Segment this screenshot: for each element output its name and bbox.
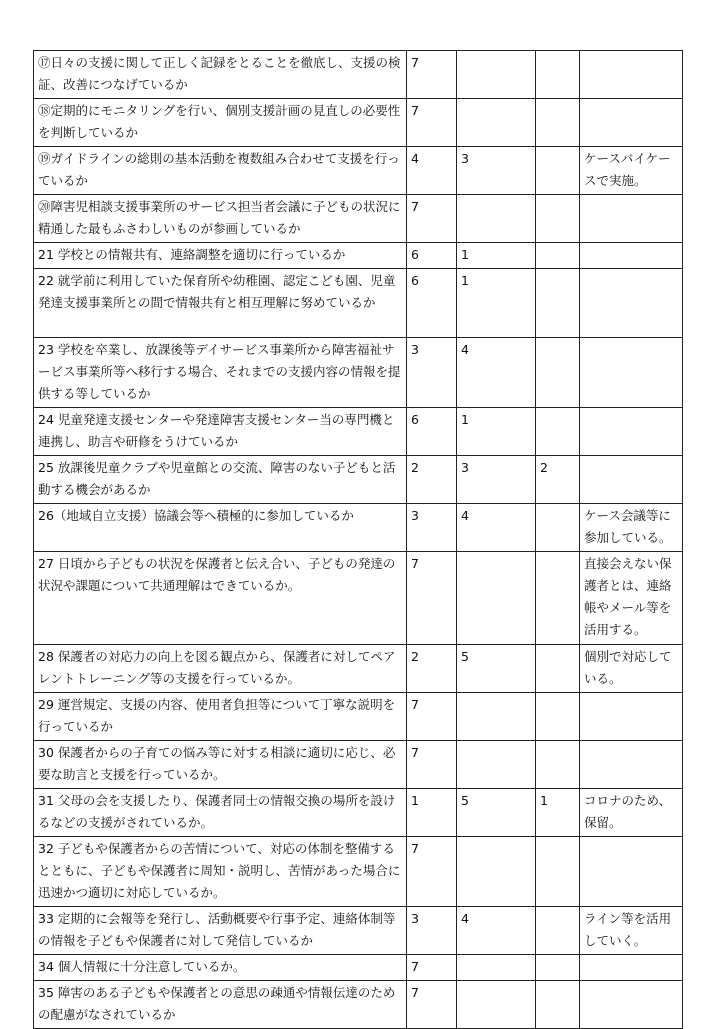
count-col1-cell: 3 <box>407 907 457 955</box>
note-cell: ライン等を活用していく。 <box>580 907 683 955</box>
evaluation-table-body <box>34 51 683 1029</box>
question-cell: 22 就学前に利用していた保育所や幼稚園、認定こども園、児童発達支援事業所との間で情報共有と相互理解に努めているか <box>34 269 407 338</box>
table-row <box>34 837 683 907</box>
count-col1-cell: 7 <box>407 51 457 99</box>
count-col2-cell <box>457 693 536 741</box>
count-col1-cell: 4 <box>407 147 457 195</box>
question-cell: ⑲ガイドラインの総則の基本活動を複数組み合わせて支援を行っているか <box>34 147 407 195</box>
question-cell: ⑳障害児相談支援事業所のサービス担当者会議に子どもの状況に精通した最もふさわしいものが参画しているか <box>34 195 407 243</box>
count-col1-cell: 6 <box>407 269 457 338</box>
count-col3-cell <box>536 955 580 981</box>
table-row <box>34 981 683 1029</box>
count-col1-cell: 2 <box>407 645 457 693</box>
count-col2-cell: 1 <box>457 269 536 338</box>
count-col1-cell: 7 <box>407 99 457 147</box>
question-cell: 30 保護者からの子育ての悩み等に対する相談に適切に応じ、必要な助言と支援を行っているか。 <box>34 741 407 789</box>
table-row <box>34 741 683 789</box>
count-col1-cell: 2 <box>407 456 457 504</box>
count-col1-cell: 1 <box>407 789 457 837</box>
count-col3-cell <box>536 741 580 789</box>
count-col3-cell <box>536 269 580 338</box>
count-col3-cell: 1 <box>536 789 580 837</box>
count-col2-cell: 1 <box>457 243 536 269</box>
count-col3-cell <box>536 51 580 99</box>
question-cell: ⑰日々の支援に関して正しく記録をとることを徹底し、支援の検証、改善につなげているか <box>34 51 407 99</box>
note-cell <box>580 955 683 981</box>
note-cell: コロナのため、保留。 <box>580 789 683 837</box>
count-col3-cell <box>536 504 580 552</box>
note-cell: 個別で対応している。 <box>580 645 683 693</box>
note-cell <box>580 741 683 789</box>
count-col1-cell: 7 <box>407 195 457 243</box>
count-col2-cell: 4 <box>457 504 536 552</box>
note-cell <box>580 981 683 1029</box>
question-cell: 33 定期的に会報等を発行し、活動概要や行事予定、連絡体制等の情報を子どもや保護者に対して発信しているか <box>34 907 407 955</box>
count-col3-cell <box>536 408 580 456</box>
question-cell: 21 学校との情報共有、連絡調整を適切に行っているか <box>34 243 407 269</box>
table-row <box>34 456 683 504</box>
count-col2-cell: 3 <box>457 147 536 195</box>
note-cell <box>580 243 683 269</box>
count-col2-cell <box>457 552 536 645</box>
count-col3-cell <box>536 147 580 195</box>
count-col1-cell: 7 <box>407 981 457 1029</box>
table-row <box>34 147 683 195</box>
table-row <box>34 645 683 693</box>
note-cell <box>580 338 683 408</box>
question-cell: 23 学校を卒業し、放課後等デイサービス事業所から障害福祉サービス事業所等へ移行する場合、それまでの支援内容の情報を提供する等しているか <box>34 338 407 408</box>
count-col3-cell <box>536 837 580 907</box>
count-col3-cell <box>536 693 580 741</box>
note-cell: ケースバイケースで実施。 <box>580 147 683 195</box>
count-col1-cell: 6 <box>407 408 457 456</box>
question-cell: 26（地域自立支援）協議会等へ積極的に参加しているか <box>34 504 407 552</box>
note-cell: ケース会議等に参加している。 <box>580 504 683 552</box>
count-col1-cell: 7 <box>407 693 457 741</box>
table-row <box>34 504 683 552</box>
note-cell <box>580 99 683 147</box>
question-cell: 27 日頃から子どもの状況を保護者と伝え合い、子どもの発達の状況や課題について共通理解はできているか。 <box>34 552 407 645</box>
table-row <box>34 955 683 981</box>
count-col2-cell: 3 <box>457 456 536 504</box>
count-col2-cell <box>457 51 536 99</box>
count-col2-cell: 5 <box>457 645 536 693</box>
count-col2-cell: 1 <box>457 408 536 456</box>
count-col2-cell <box>457 955 536 981</box>
table-row <box>34 693 683 741</box>
note-cell <box>580 693 683 741</box>
count-col1-cell: 3 <box>407 504 457 552</box>
count-col2-cell <box>457 981 536 1029</box>
count-col2-cell: 4 <box>457 338 536 408</box>
question-cell: 31 父母の会を支援したり、保護者同士の情報交換の場所を設けるなどの支援がされているか。 <box>34 789 407 837</box>
count-col2-cell <box>457 837 536 907</box>
table-row <box>34 195 683 243</box>
note-cell: 直接会えない保護者とは、連絡帳やメール等を活用する。 <box>580 552 683 645</box>
note-cell <box>580 51 683 99</box>
note-cell <box>580 269 683 338</box>
count-col3-cell <box>536 981 580 1029</box>
question-cell: ⑱定期的にモニタリングを行い、個別支援計画の見直しの必要性を判断しているか <box>34 99 407 147</box>
question-cell: 29 運営規定、支援の内容、使用者負担等について丁寧な説明を行っているか <box>34 693 407 741</box>
note-cell <box>580 456 683 504</box>
count-col3-cell <box>536 338 580 408</box>
table-row <box>34 51 683 99</box>
table-row <box>34 789 683 837</box>
table-row <box>34 552 683 645</box>
table-row <box>34 408 683 456</box>
count-col2-cell: 4 <box>457 907 536 955</box>
count-col3-cell <box>536 243 580 269</box>
question-cell: 35 障害のある子どもや保護者との意思の疎通や情報伝達のための配慮がなされているか <box>34 981 407 1029</box>
table-row <box>34 338 683 408</box>
count-col3-cell <box>536 195 580 243</box>
note-cell <box>580 195 683 243</box>
table-row <box>34 907 683 955</box>
count-col2-cell: 5 <box>457 789 536 837</box>
question-cell: 25 放課後児童クラブや児童館との交流、障害のない子どもと活動する機会があるか <box>34 456 407 504</box>
count-col3-cell <box>536 645 580 693</box>
question-cell: 28 保護者の対応力の向上を図る観点から、保護者に対してペアレントトレーニング等の支援を行っているか。 <box>34 645 407 693</box>
count-col2-cell <box>457 741 536 789</box>
count-col1-cell: 6 <box>407 243 457 269</box>
count-col1-cell: 7 <box>407 955 457 981</box>
note-cell <box>580 837 683 907</box>
count-col1-cell: 3 <box>407 338 457 408</box>
count-col2-cell <box>457 99 536 147</box>
count-col3-cell <box>536 552 580 645</box>
count-col3-cell <box>536 99 580 147</box>
table-row <box>34 243 683 269</box>
question-cell: 32 子どもや保護者からの苦情について、対応の体制を整備するとともに、子どもや保護者に周知・説明し、苦情があった場合に迅速かつ適切に対応しているか。 <box>34 837 407 907</box>
count-col1-cell: 7 <box>407 552 457 645</box>
question-cell: 34 個人情報に十分注意しているか。 <box>34 955 407 981</box>
evaluation-table <box>33 50 683 1029</box>
question-cell: 24 児童発達支援センターや発達障害支援センター当の専門機と連携し、助言や研修をうけているか <box>34 408 407 456</box>
count-col2-cell <box>457 195 536 243</box>
count-col3-cell: 2 <box>536 456 580 504</box>
count-col1-cell: 7 <box>407 837 457 907</box>
note-cell <box>580 408 683 456</box>
count-col3-cell <box>536 907 580 955</box>
table-row <box>34 99 683 147</box>
table-row <box>34 269 683 338</box>
count-col1-cell: 7 <box>407 741 457 789</box>
